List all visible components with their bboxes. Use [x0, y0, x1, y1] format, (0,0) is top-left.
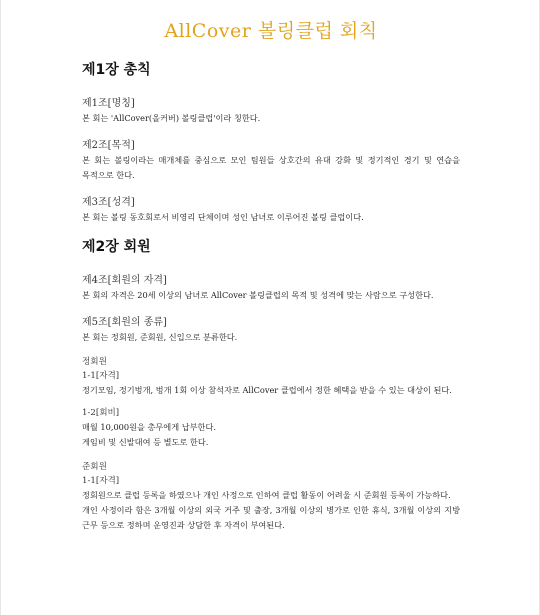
article-3-title: 제3조[성격]: [82, 197, 135, 208]
regular-member-section: [82, 355, 460, 450]
article-2-text: 본 회는 볼링이라는 매개체를 중심으로 모인 팀원들 상호간의 유대 강화 및 정기적인 경기 및 연습을 목적으로 한다.: [82, 155, 460, 180]
regular-member-heading: 정회원: [82, 357, 107, 367]
regular-member-fee-text-2: 게임비 및 신발대여 등 별도로 한다.: [82, 437, 209, 447]
article-2: [82, 138, 460, 183]
article-3-text: 본 회는 볼링 동호회로서 비영리 단체이며 성인 남녀로 이루어진 볼링 클럽이다.: [82, 212, 364, 222]
article-5-title: 제5조[회원의 종류]: [82, 317, 167, 328]
article-2-title: 제2조[목적]: [82, 140, 135, 151]
article-5-text: 본 회는 정회원, 준회원, 신입으로 분류한다.: [82, 332, 238, 342]
regular-member-fee-text-1: 매월 10,000원을 총무에게 납부한다.: [82, 422, 216, 432]
regular-member-qualification-heading: 1-1[자격]: [82, 371, 120, 381]
document-body: [82, 60, 460, 533]
associate-member-qualification-text-2: 개인 사정이라 함은 3개월 이상의 외국 거주 및 출장, 3개월 이상의 병가로 인한 휴식, 3개월 이상의 지방 근무 등으로 정하며 운영진과 상담한 후 자격이 부여된다.: [82, 505, 460, 530]
associate-member-qualification-text-1: 정회원으로 클럽 등록을 하였으나 개인 사정으로 인하여 클럽 활동이 어려울 시 준회원 등록이 가능하다.: [82, 490, 451, 500]
article-5: [82, 315, 460, 345]
regular-member-fee-heading: 1-2[회비]: [82, 408, 120, 418]
article-4-text: 본 회의 자격은 20세 이상의 남녀로 AllCover 볼링클럽의 목적 및 성격에 맞는 사람으로 구성한다.: [82, 290, 434, 300]
associate-member-section: [82, 460, 460, 533]
regular-member-qualification-text: 정기모임, 정기벙개, 벙개 1회 이상 참석자로 AllCover 클럽에서 정한 혜택을 받을 수 있는 대상이 된다.: [82, 385, 452, 395]
document-title: AllCover 볼링클럽 회칙: [164, 20, 378, 42]
article-1-text: 본 회는 'AllCover(올커버) 볼링클럽'이라 칭한다.: [82, 113, 261, 123]
article-4: [82, 273, 460, 303]
article-1: [82, 96, 460, 126]
associate-member-heading: 준회원: [82, 462, 107, 472]
article-1-title: 제1조[명칭]: [82, 98, 135, 109]
article-4-title: 제4조[회원의 자격]: [82, 275, 167, 286]
associate-member-qualification-heading: 1-1[자격]: [82, 476, 120, 486]
chapter-1-title: 제1장 총칙: [82, 62, 151, 78]
chapter-2-title: 제2장 회원: [82, 239, 151, 255]
article-3: [82, 195, 460, 225]
